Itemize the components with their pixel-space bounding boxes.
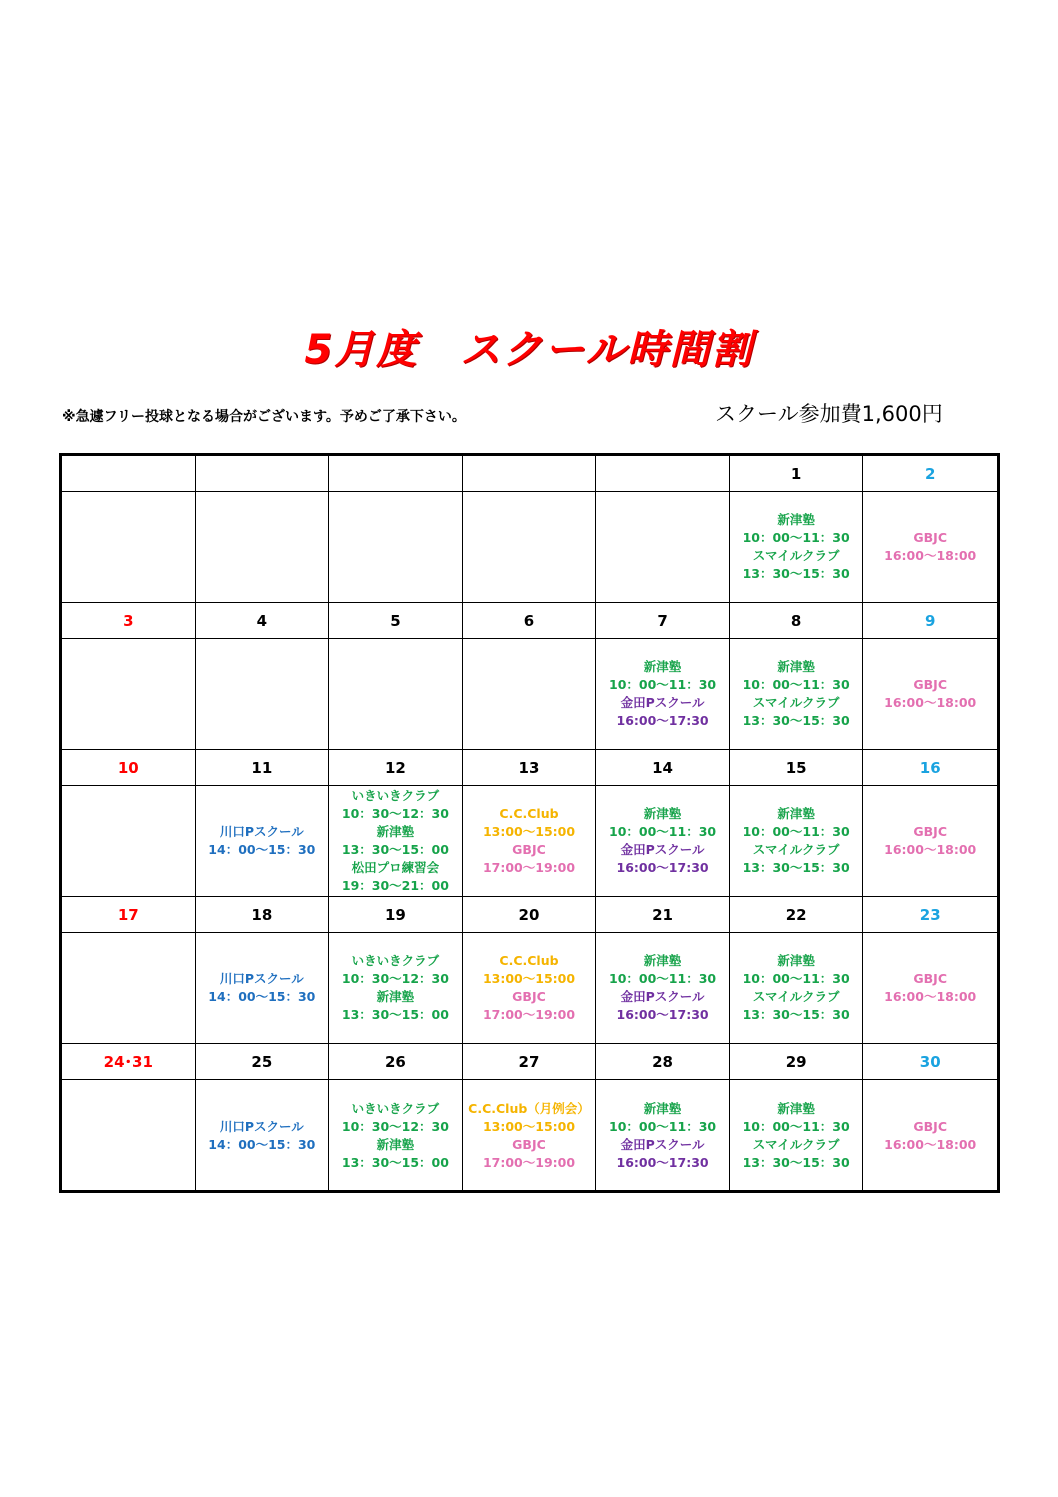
- date-cell: 19: [329, 897, 463, 933]
- date-cell: 16: [863, 750, 997, 786]
- schedule-entry: 金田Pスクール: [620, 695, 705, 710]
- notice-text: ※急遽フリー投球となる場合がございます。予めご了承下さい。: [62, 409, 466, 425]
- schedule-entry: 10：00～11：30: [742, 1118, 850, 1134]
- schedule-entry: 14：00～15：30: [208, 1136, 316, 1152]
- schedule-entry: 10：00～11：30: [609, 824, 717, 839]
- schedule-cell: [463, 786, 597, 897]
- schedule-entry: 新津塾: [777, 512, 815, 527]
- schedule-cell: [329, 786, 463, 897]
- date-cell: 30: [863, 1044, 997, 1080]
- date-cell: 5: [329, 603, 463, 639]
- schedule-cell: [463, 1080, 597, 1191]
- schedule-cell: [596, 492, 730, 603]
- schedule-cell: [196, 786, 330, 897]
- page-title: 5月度 スクール時間割: [304, 327, 754, 373]
- schedule-entry: 新津塾: [376, 824, 415, 839]
- schedule-cell: [730, 1080, 864, 1191]
- schedule-entry: 金田Pスクール: [620, 989, 705, 1004]
- schedule-entry: 10：00～11：30: [742, 530, 850, 545]
- schedule-entry: 16:00～17:30: [616, 1007, 709, 1022]
- schedule-entry: 10：00～11：30: [742, 824, 850, 839]
- schedule-entry: 松田プロ練習会: [351, 860, 440, 875]
- date-cell: 28: [596, 1044, 730, 1080]
- schedule-entry: いきいきクラブ: [351, 788, 440, 803]
- schedule-entry: 新津塾: [777, 953, 815, 968]
- schedule-cell: [329, 1080, 463, 1191]
- date-cell: 10: [62, 750, 196, 786]
- date-cell: 27: [463, 1044, 597, 1080]
- schedule-entry: 10：00～11：30: [609, 677, 717, 692]
- date-cell: 3: [62, 603, 196, 639]
- date-cell: 12: [329, 750, 463, 786]
- schedule-entry: GBJC: [512, 1136, 546, 1152]
- fee-text: スクール参加費1,600円: [715, 402, 943, 426]
- schedule-entry: 13:00～15:00: [482, 1118, 576, 1134]
- schedule-entry: 川口Pスクール: [219, 971, 304, 986]
- schedule-entry: C.C.Club: [499, 806, 559, 821]
- schedule-entry: 新津塾: [376, 989, 415, 1004]
- date-cell: 17: [62, 897, 196, 933]
- schedule-cell: [730, 933, 864, 1044]
- schedule-entry: 新津塾: [777, 806, 815, 821]
- schedule-entry: スマイルクラブ: [752, 842, 840, 857]
- date-cell: 20: [463, 897, 597, 933]
- schedule-entry: 10：30～12：30: [341, 971, 449, 986]
- schedule-entry: C.C.Club: [499, 953, 559, 968]
- schedule-entry: 13：30～15：30: [742, 860, 850, 875]
- schedule-cell: [863, 492, 997, 603]
- schedule-entry: GBJC: [913, 971, 948, 986]
- schedule-entry: 16:00～18:00: [884, 989, 977, 1004]
- date-cell: 9: [863, 603, 997, 639]
- schedule-entry: 川口Pスクール: [219, 824, 304, 839]
- date-cell: [196, 456, 330, 492]
- schedule-cell: [596, 786, 730, 897]
- schedule-entry: 13：30～15：30: [742, 566, 850, 581]
- schedule-cell: [463, 639, 597, 750]
- schedule-entry: 16:00～18:00: [884, 695, 977, 710]
- schedule-entry: 16:00～17:30: [616, 713, 709, 728]
- schedule-entry: GBJC: [512, 842, 546, 857]
- date-cell: 23: [863, 897, 997, 933]
- schedule-cell: [196, 1080, 330, 1191]
- schedule-entry: GBJC: [913, 677, 948, 692]
- schedule-entry: スマイルクラブ: [752, 695, 840, 710]
- date-cell: 11: [196, 750, 330, 786]
- schedule-entry: GBJC: [512, 989, 546, 1004]
- schedule-entry: 10：30～12：30: [341, 806, 449, 821]
- schedule-entry: GBJC: [913, 824, 948, 839]
- schedule-entry: 13：30～15：30: [742, 1154, 850, 1170]
- schedule-entry: いきいきクラブ: [351, 953, 440, 968]
- schedule-entry: 16:00～18:00: [884, 842, 977, 857]
- date-cell: 25: [196, 1044, 330, 1080]
- date-cell: 29: [730, 1044, 864, 1080]
- schedule-entry: 新津塾: [777, 1100, 815, 1116]
- schedule-entry: C.C.Club（月例会）: [468, 1100, 590, 1116]
- date-cell: 6: [463, 603, 597, 639]
- date-cell: [62, 456, 196, 492]
- schedule-entry: 16:00～17:30: [616, 1154, 709, 1170]
- schedule-entry: 17:00～19:00: [482, 860, 576, 875]
- schedule-entry: 13：30～15：30: [742, 1007, 850, 1022]
- date-cell: 13: [463, 750, 597, 786]
- date-cell: 15: [730, 750, 864, 786]
- date-cell: 14: [596, 750, 730, 786]
- schedule-entry: 16:00～17:30: [616, 860, 709, 875]
- schedule-entry: 13:00～15:00: [482, 971, 576, 986]
- schedule-entry: GBJC: [913, 1118, 948, 1134]
- schedule-cell: [196, 492, 330, 603]
- calendar-grid: [59, 453, 1000, 1193]
- date-cell: 7: [596, 603, 730, 639]
- date-cell: [596, 456, 730, 492]
- schedule-cell: [730, 786, 864, 897]
- schedule-entry: 新津塾: [643, 1100, 682, 1116]
- schedule-entry: 新津塾: [777, 659, 815, 674]
- date-cell: [463, 456, 597, 492]
- schedule-cell: [62, 639, 196, 750]
- schedule-cell: [196, 639, 330, 750]
- date-cell: 22: [730, 897, 864, 933]
- schedule-cell: [62, 492, 196, 603]
- schedule-entry: 17:00～19:00: [482, 1154, 576, 1170]
- schedule-entry: スマイルクラブ: [752, 1136, 840, 1152]
- schedule-entry: 新津塾: [376, 1136, 415, 1152]
- schedule-entry: 10：00～11：30: [742, 971, 850, 986]
- schedule-cell: [329, 639, 463, 750]
- schedule-entry: 13：30～15：00: [341, 842, 449, 857]
- schedule-entry: 新津塾: [643, 806, 682, 821]
- schedule-entry: 19：30～21：00: [341, 878, 449, 893]
- schedule-entry: スマイルクラブ: [752, 548, 840, 563]
- schedule-cell: [596, 933, 730, 1044]
- schedule-cell: [329, 933, 463, 1044]
- schedule-cell: [62, 786, 196, 897]
- schedule-entry: 17:00～19:00: [482, 1007, 576, 1022]
- schedule-entry: 金田Pスクール: [620, 842, 705, 857]
- schedule-entry: 新津塾: [643, 953, 682, 968]
- schedule-entry: 10：00～11：30: [609, 971, 717, 986]
- schedule-cell: [730, 639, 864, 750]
- schedule-entry: 13：30～15：00: [341, 1007, 449, 1022]
- schedule-cell: [196, 933, 330, 1044]
- date-cell: 8: [730, 603, 864, 639]
- schedule-cell: [329, 492, 463, 603]
- schedule-entry: GBJC: [913, 530, 948, 545]
- schedule-entry: 13：30～15：00: [341, 1154, 449, 1170]
- date-cell: 24･31: [62, 1044, 196, 1080]
- schedule-cell: [62, 1080, 196, 1191]
- schedule-entry: 14：00～15：30: [208, 842, 316, 857]
- date-cell: 4: [196, 603, 330, 639]
- schedule-entry: スマイルクラブ: [752, 989, 840, 1004]
- schedule-cell: [863, 786, 997, 897]
- date-cell: 2: [863, 456, 997, 492]
- schedule-entry: 川口Pスクール: [219, 1118, 304, 1134]
- schedule-cell: [596, 1080, 730, 1191]
- date-cell: 18: [196, 897, 330, 933]
- schedule-entry: 13：30～15：30: [742, 713, 850, 728]
- schedule-entry: 13:00～15:00: [482, 824, 576, 839]
- schedule-entry: 10：30～12：30: [341, 1118, 449, 1134]
- schedule-cell: [596, 639, 730, 750]
- schedule-entry: 10：00～11：30: [609, 1118, 717, 1134]
- schedule-cell: [863, 933, 997, 1044]
- schedule-cell: [463, 933, 597, 1044]
- schedule-cell: [730, 492, 864, 603]
- schedule-entry: 新津塾: [643, 659, 682, 674]
- schedule-entry: 金田Pスクール: [620, 1136, 705, 1152]
- schedule-cell: [863, 639, 997, 750]
- date-cell: 1: [730, 456, 864, 492]
- schedule-entry: いきいきクラブ: [351, 1100, 440, 1116]
- date-cell: 26: [329, 1044, 463, 1080]
- schedule-cell: [62, 933, 196, 1044]
- schedule-cell: [863, 1080, 997, 1191]
- schedule-entry: 16:00～18:00: [884, 548, 977, 563]
- schedule-entry: 14：00～15：30: [208, 989, 316, 1004]
- schedule-cell: [463, 492, 597, 603]
- schedule-entry: 16:00～18:00: [884, 1136, 977, 1152]
- schedule-entry: 10：00～11：30: [742, 677, 850, 692]
- date-cell: 21: [596, 897, 730, 933]
- date-cell: [329, 456, 463, 492]
